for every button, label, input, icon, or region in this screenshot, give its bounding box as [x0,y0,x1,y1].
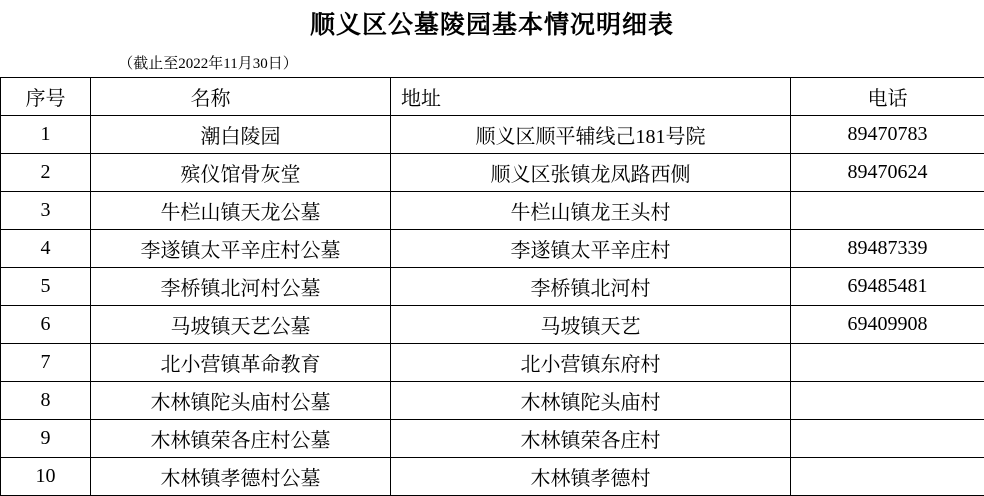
cell-phone: 69409908 [791,306,984,344]
cell-phone: 89487339 [791,230,984,268]
cell-phone: 69485481 [791,268,984,306]
cell-no: 10 [1,458,91,496]
cell-phone [791,420,984,458]
column-header-address [391,78,791,116]
cell-no: 5 [1,268,91,306]
column-header-no: 序号 [1,78,91,116]
cell-phone [791,344,984,382]
cell-name: 木林镇荣各庄村公墓 [91,420,391,458]
table-body [1,116,984,496]
cell-no: 7 [1,344,91,382]
cell-address: 木林镇孝德村 [391,458,791,496]
column-header-name [91,78,391,116]
cell-name: 木林镇陀头庙村公墓 [91,382,391,420]
cell-name: 马坡镇天艺公墓 [91,306,391,344]
cell-no: 6 [1,306,91,344]
table-row [1,420,984,458]
document-subtitle: （截止至2022年11月30日） [8,52,408,73]
cell-name: 李桥镇北河村公墓 [91,268,391,306]
cell-address: 李桥镇北河村 [391,268,791,306]
cell-name: 北小营镇革命教育 [91,344,391,382]
cell-no: 4 [1,230,91,268]
cell-address: 木林镇荣各庄村 [391,420,791,458]
cell-address: 顺义区张镇龙凤路西侧 [391,154,791,192]
cell-address: 马坡镇天艺 [391,306,791,344]
table-row [1,230,984,268]
cell-no: 8 [1,382,91,420]
table-row [1,116,984,154]
cell-address: 木林镇陀头庙村 [391,382,791,420]
cell-address: 牛栏山镇龙王头村 [391,192,791,230]
table-row [1,382,984,420]
cell-address: 顺义区顺平辅线己181号院 [391,116,791,154]
table-row [1,306,984,344]
table-row [1,268,984,306]
cemetery-table [0,77,984,496]
cell-name: 殡仪馆骨灰堂 [91,154,391,192]
table-row [1,458,984,496]
cell-phone: 89470783 [791,116,984,154]
column-header-phone: 电话 [791,78,984,116]
cell-name: 李遂镇太平辛庄村公墓 [91,230,391,268]
column-header-address-label: 地址 [401,82,790,111]
cell-name: 潮白陵园 [91,116,391,154]
cell-address: 北小营镇东府村 [391,344,791,382]
column-header-name-label: 名称 [91,82,391,111]
cell-no: 3 [1,192,91,230]
table-row [1,344,984,382]
document-subtitle-row [0,47,984,77]
cell-phone [791,192,984,230]
cell-no: 9 [1,420,91,458]
cell-name: 木林镇孝德村公墓 [91,458,391,496]
cell-phone: 89470624 [791,154,984,192]
cell-phone [791,458,984,496]
table-row [1,192,984,230]
table-row [1,154,984,192]
cell-name: 牛栏山镇天龙公墓 [91,192,391,230]
document-title-row [0,0,984,47]
table-header-row [1,78,984,116]
cell-phone [791,382,984,420]
cell-no: 1 [1,116,91,154]
cell-address: 李遂镇太平辛庄村 [391,230,791,268]
page-title: 顺义区公墓陵园基本情况明细表 [310,5,674,41]
cell-no: 2 [1,154,91,192]
